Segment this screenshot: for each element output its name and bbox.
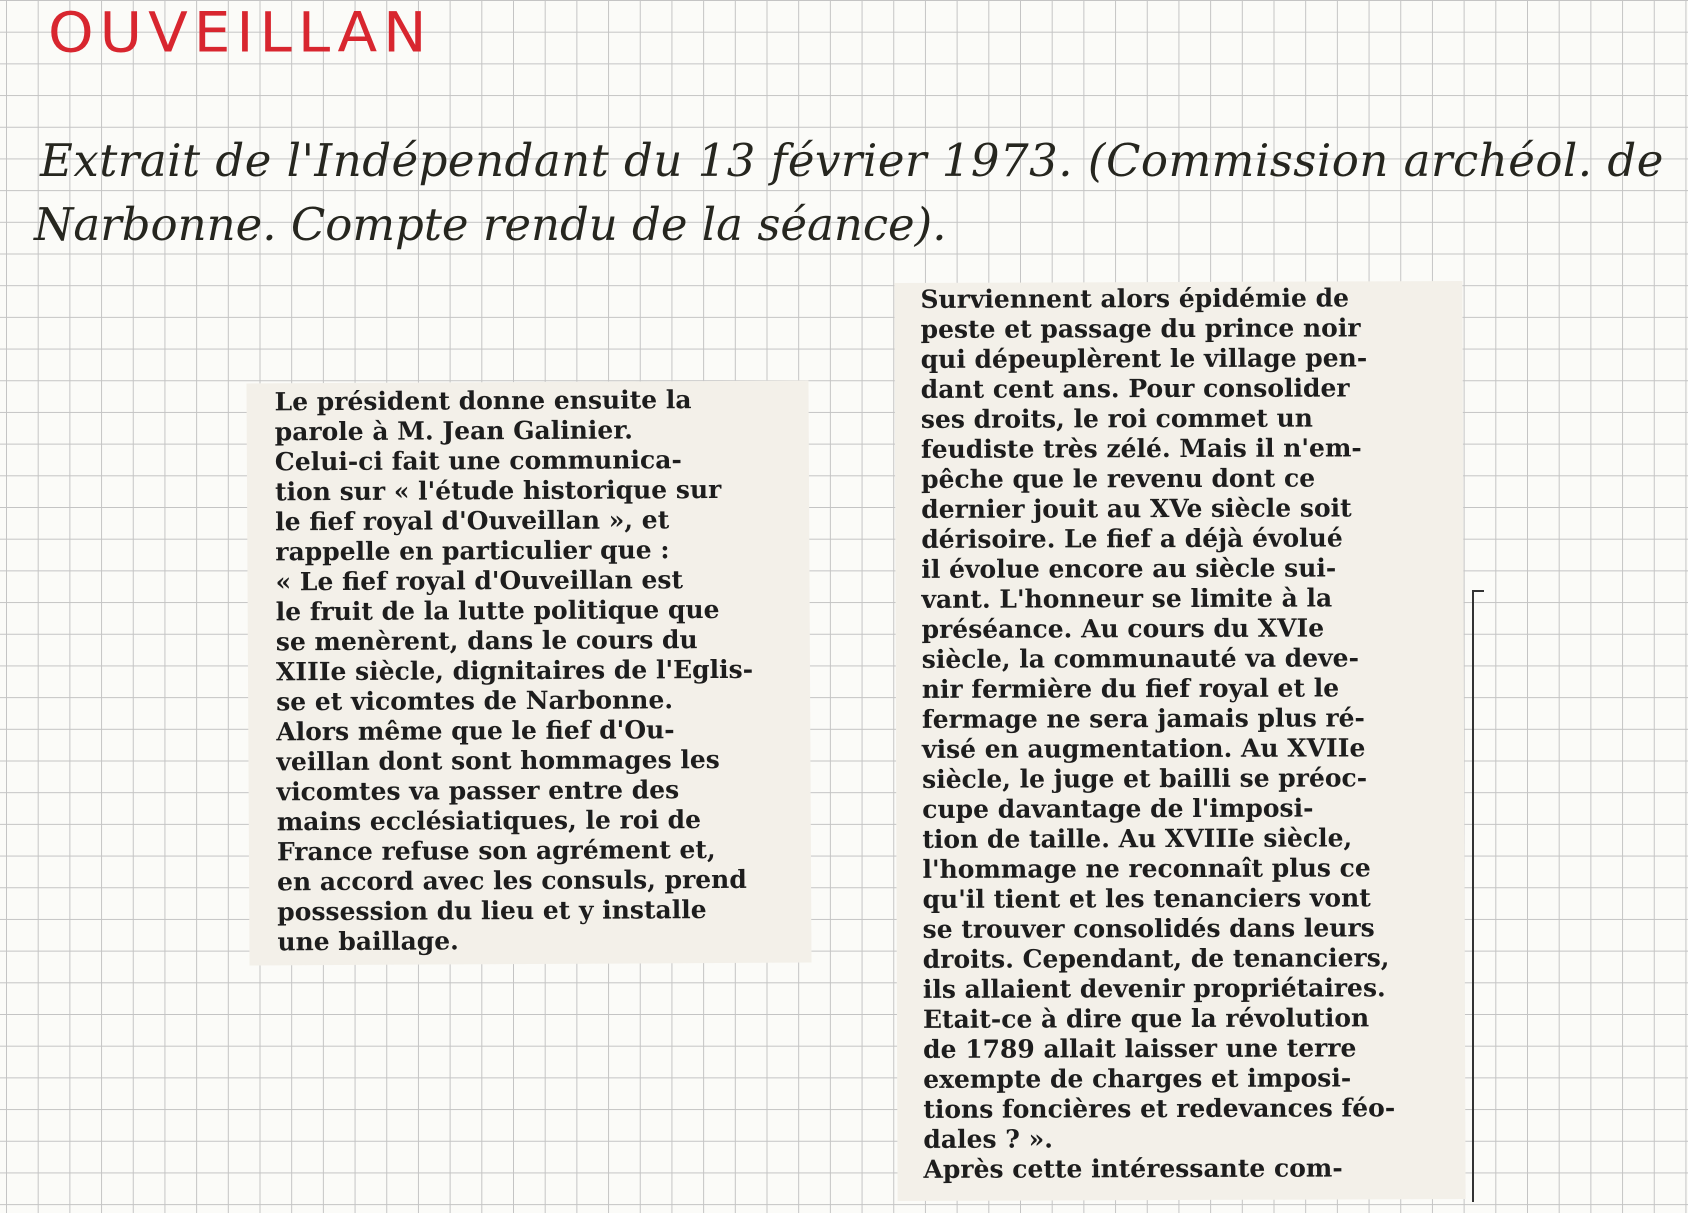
clipping-text-line: Alors même que le fief d'Ou- [276, 715, 675, 747]
newspaper-clipping-left [246, 381, 811, 966]
clipping-text-line: l'hommage ne reconnaît plus ce [922, 853, 1371, 884]
clipping-text-line: cupe davantage de l'imposi- [922, 793, 1314, 824]
clipping-text-line: tions foncières et redevances féo- [923, 1093, 1396, 1124]
clipping-text-line: dant cent ans. Pour consolider [920, 373, 1350, 404]
clipping-text-line: visé en augmentation. Au XVIIe [921, 733, 1366, 764]
clipping-text-line: siècle, le juge et bailli se préoc- [922, 763, 1368, 794]
clipping-text-line: en accord avec les consuls, prend [277, 864, 747, 897]
clipping-text-line: vant. L'honneur se limite à la [921, 583, 1333, 614]
clipping-text-line: dérisoire. Le fief a déjà évolué [921, 523, 1343, 554]
clipping-text-line: France refuse son agrément et, [276, 835, 716, 867]
clipping-text-line: une baillage. [277, 926, 459, 957]
clipping-text-line: se menèrent, dans le cours du [275, 625, 698, 657]
clipping-text-line: le fruit de la lutte politique que [275, 595, 720, 627]
clipping-text-line: Le président donne ensuite la [274, 385, 692, 417]
margin-bracket [1472, 590, 1480, 1202]
clipping-text-line: de 1789 allait laisser une terre [923, 1033, 1357, 1064]
clipping-text-line: fermage ne sera jamais plus ré- [921, 703, 1365, 734]
clipping-text-line: dales ? ». [923, 1124, 1053, 1154]
page-title: OUVEILLAN [48, 0, 433, 65]
clipping-text-line: « Le fief royal d'Ouveillan est [275, 565, 684, 597]
clipping-text-line: feudiste très zélé. Mais il n'em- [920, 433, 1362, 464]
handwritten-note-line-1: Extrait de l'Indépendant du 13 février 1973. (Commission archéol. de [40, 134, 1664, 187]
clipping-text-line: tion de taille. Au XVIIIe siècle, [922, 823, 1353, 854]
clipping-text-line: Surviennent alors épidémie de [920, 283, 1350, 314]
clipping-text-line: dernier jouit au XVe siècle soit [921, 493, 1352, 524]
clipping-text-line: se et vicomtes de Narbonne. [276, 685, 674, 717]
clipping-text-line: droits. Cependant, de tenanciers, [922, 943, 1390, 974]
clipping-text-line: veillan dont sont hommages les [276, 745, 720, 777]
clipping-text-line: peste et passage du prince noir [920, 313, 1361, 344]
clipping-text-line: parole à M. Jean Galinier. [274, 415, 633, 447]
clipping-text-line: ils allaient devenir propriétaires. [922, 973, 1386, 1004]
handwritten-note-line-2: Narbonne. Compte rendu de la séance). [34, 198, 947, 251]
clipping-text-line: Après cette intéressante com- [923, 1153, 1343, 1184]
clipping-text-line: nir fermière du fief royal et le [921, 673, 1340, 704]
clipping-text-line: exempte de charges et imposi- [923, 1063, 1352, 1094]
clipping-text-line: qu'il tient et les tenanciers vont [922, 883, 1371, 914]
clipping-text-line: XIIIe siècle, dignitaires de l'Eglis- [275, 654, 754, 687]
clipping-text-line: vicomtes va passer entre des [276, 775, 680, 807]
clipping-text-line: il évolue encore au siècle sui- [921, 553, 1337, 584]
clipping-text-line: possession du lieu et y installe [277, 895, 707, 927]
clipping-text-line: rappelle en particulier que : [275, 535, 670, 567]
clipping-text-line: siècle, la communauté va deve- [921, 643, 1359, 674]
clipping-text-line: Celui-ci fait une communica- [274, 445, 682, 477]
clipping-text-line: Etait-ce à dire que la révolution [922, 1003, 1370, 1034]
clipping-text-line: ses droits, le roi commet un [920, 403, 1314, 434]
newspaper-clipping-right [894, 281, 1465, 1201]
clipping-text-line: préséance. Au cours du XVIe [921, 613, 1325, 644]
clipping-text-line: tion sur « l'étude historique sur [274, 474, 722, 507]
clipping-text-line: se trouver consolidés dans leurs [922, 913, 1375, 944]
clipping-text-line: qui dépeuplèrent le village pen- [920, 343, 1368, 374]
clipping-text-line: pêche que le revenu dont ce [921, 463, 1316, 494]
clipping-text-line: mains ecclésiatiques, le roi de [276, 805, 702, 837]
clipping-text-line: le fief royal d'Ouveillan », et [275, 505, 670, 537]
margin-bracket-top [1472, 590, 1484, 592]
